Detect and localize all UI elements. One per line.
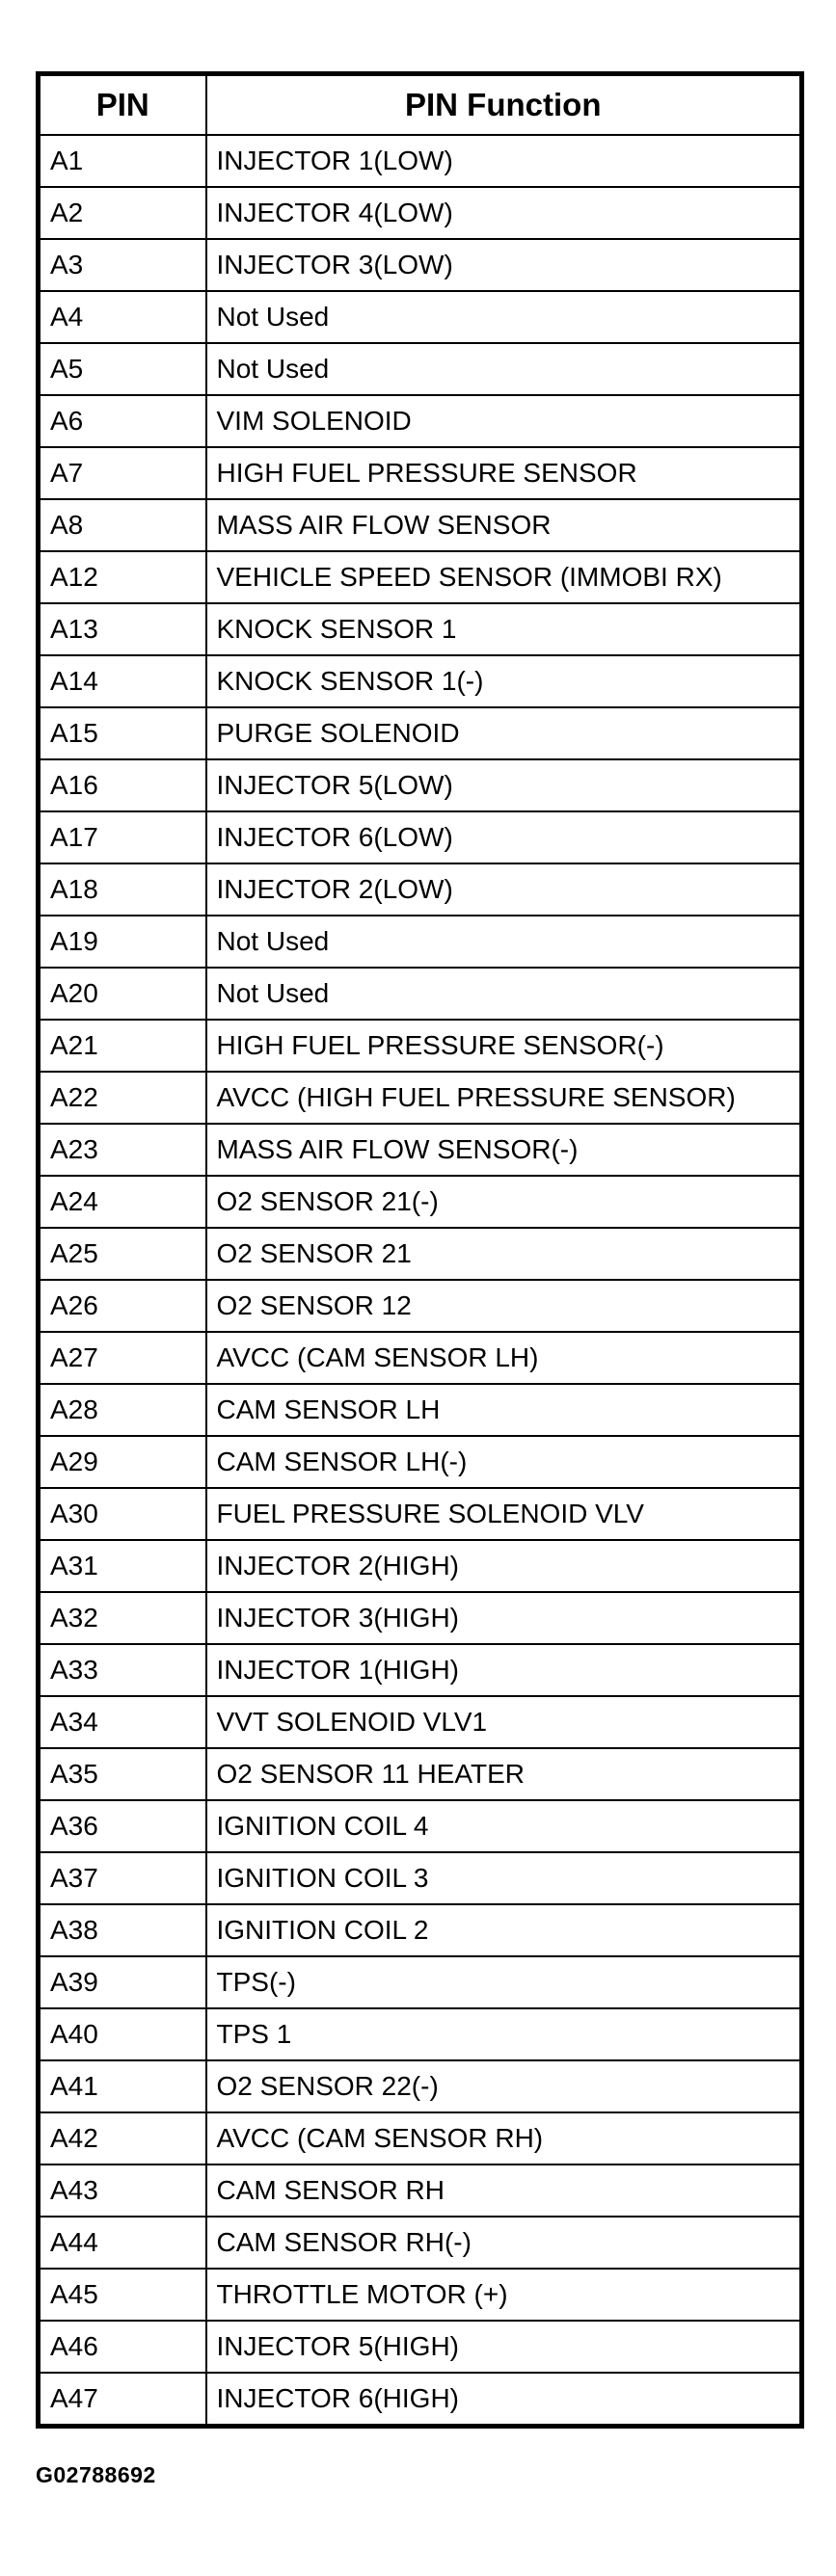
pin-cell: A18 <box>39 863 206 916</box>
pin-cell: A7 <box>39 447 206 499</box>
pin-cell: A3 <box>39 239 206 291</box>
table-row <box>39 239 802 291</box>
pin-cell: A44 <box>39 2217 206 2269</box>
pin-cell: A25 <box>39 1228 206 1280</box>
pin-function-cell: INJECTOR 1(LOW) <box>206 135 802 187</box>
pin-function-cell: INJECTOR 3(LOW) <box>206 239 802 291</box>
pin-function-cell: INJECTOR 3(HIGH) <box>206 1592 802 1644</box>
table-row <box>39 603 802 655</box>
table-header-row <box>39 74 802 136</box>
pin-function-cell: O2 SENSOR 21 <box>206 1228 802 1280</box>
pin-function-cell: AVCC (CAM SENSOR LH) <box>206 1332 802 1384</box>
pin-cell: A2 <box>39 187 206 239</box>
pin-function-cell: TPS 1 <box>206 2008 802 2060</box>
pin-cell: A37 <box>39 1852 206 1904</box>
pin-function-cell: MASS AIR FLOW SENSOR(-) <box>206 1124 802 1176</box>
pin-function-cell: AVCC (CAM SENSOR RH) <box>206 2112 802 2164</box>
pin-function-cell: VEHICLE SPEED SENSOR (IMMOBI RX) <box>206 551 802 603</box>
pin-function-cell: VIM SOLENOID <box>206 395 802 447</box>
pin-cell: A13 <box>39 603 206 655</box>
table-row <box>39 1748 802 1800</box>
pin-function-cell: IGNITION COIL 2 <box>206 1904 802 1956</box>
pin-function-cell: KNOCK SENSOR 1(-) <box>206 655 802 707</box>
table-row <box>39 1332 802 1384</box>
table-row <box>39 811 802 863</box>
pin-function-table <box>36 71 804 2429</box>
pin-function-cell: O2 SENSOR 12 <box>206 1280 802 1332</box>
pin-function-cell: KNOCK SENSOR 1 <box>206 603 802 655</box>
table-row <box>39 1904 802 1956</box>
figure-id: G02788692 <box>36 2462 156 2487</box>
pin-function-cell: CAM SENSOR RH <box>206 2164 802 2217</box>
pin-cell: A16 <box>39 759 206 811</box>
pin-cell: A17 <box>39 811 206 863</box>
pin-function-cell: TPS(-) <box>206 1956 802 2008</box>
table-row <box>39 1436 802 1488</box>
pin-cell: A14 <box>39 655 206 707</box>
pin-cell: A27 <box>39 1332 206 1384</box>
table-row <box>39 707 802 759</box>
pin-cell: A21 <box>39 1020 206 1072</box>
table-row <box>39 2164 802 2217</box>
pin-cell: A41 <box>39 2060 206 2112</box>
pin-cell: A39 <box>39 1956 206 2008</box>
pin-cell: A42 <box>39 2112 206 2164</box>
pin-function-cell: FUEL PRESSURE SOLENOID VLV <box>206 1488 802 1540</box>
table-row <box>39 1800 802 1852</box>
pin-cell: A32 <box>39 1592 206 1644</box>
pin-cell: A36 <box>39 1800 206 1852</box>
pin-cell: A8 <box>39 499 206 551</box>
pin-function-cell: MASS AIR FLOW SENSOR <box>206 499 802 551</box>
table-row <box>39 1540 802 1592</box>
table-body <box>39 135 802 2427</box>
table-row <box>39 343 802 395</box>
pin-function-cell: INJECTOR 1(HIGH) <box>206 1644 802 1696</box>
table-row <box>39 655 802 707</box>
table-row <box>39 551 802 603</box>
table-row <box>39 2321 802 2373</box>
table-row <box>39 1072 802 1124</box>
pin-function-cell: THROTTLE MOTOR (+) <box>206 2269 802 2321</box>
table-row <box>39 1852 802 1904</box>
table-row <box>39 1488 802 1540</box>
table-row <box>39 1592 802 1644</box>
table-row <box>39 2008 802 2060</box>
table-row <box>39 2112 802 2164</box>
pin-function-cell: INJECTOR 5(HIGH) <box>206 2321 802 2373</box>
table-row <box>39 968 802 1020</box>
pin-function-cell: Not Used <box>206 968 802 1020</box>
table-row <box>39 395 802 447</box>
table-row <box>39 499 802 551</box>
pin-function-cell: INJECTOR 6(LOW) <box>206 811 802 863</box>
pin-cell: A20 <box>39 968 206 1020</box>
pin-column-header: PIN <box>39 74 206 136</box>
pin-function-cell: INJECTOR 5(LOW) <box>206 759 802 811</box>
pin-function-cell: INJECTOR 6(HIGH) <box>206 2373 802 2427</box>
table-row <box>39 2060 802 2112</box>
pin-cell: A22 <box>39 1072 206 1124</box>
pin-function-cell: INJECTOR 4(LOW) <box>206 187 802 239</box>
pin-function-cell: Not Used <box>206 916 802 968</box>
pin-cell: A33 <box>39 1644 206 1696</box>
pin-function-cell: CAM SENSOR RH(-) <box>206 2217 802 2269</box>
pin-function-cell: CAM SENSOR LH <box>206 1384 802 1436</box>
pin-cell: A24 <box>39 1176 206 1228</box>
pin-function-cell: VVT SOLENOID VLV1 <box>206 1696 802 1748</box>
pin-cell: A45 <box>39 2269 206 2321</box>
pin-function-cell: IGNITION COIL 3 <box>206 1852 802 1904</box>
pin-cell: A23 <box>39 1124 206 1176</box>
pin-cell: A6 <box>39 395 206 447</box>
table-row <box>39 187 802 239</box>
pin-cell: A26 <box>39 1280 206 1332</box>
pin-cell: A35 <box>39 1748 206 1800</box>
pin-cell: A34 <box>39 1696 206 1748</box>
table-row <box>39 1228 802 1280</box>
pin-function-cell: INJECTOR 2(LOW) <box>206 863 802 916</box>
table-row <box>39 1280 802 1332</box>
pin-cell: A12 <box>39 551 206 603</box>
table-row <box>39 1020 802 1072</box>
table-row <box>39 291 802 343</box>
table-row <box>39 135 802 187</box>
table-row <box>39 2269 802 2321</box>
pin-cell: A47 <box>39 2373 206 2427</box>
pin-function-cell: Not Used <box>206 343 802 395</box>
table-row <box>39 1696 802 1748</box>
pin-function-cell: O2 SENSOR 21(-) <box>206 1176 802 1228</box>
pin-function-cell: PURGE SOLENOID <box>206 707 802 759</box>
pin-cell: A43 <box>39 2164 206 2217</box>
pin-cell: A29 <box>39 1436 206 1488</box>
table-row <box>39 1176 802 1228</box>
pin-cell: A31 <box>39 1540 206 1592</box>
pin-function-cell: O2 SENSOR 22(-) <box>206 2060 802 2112</box>
pin-function-cell: INJECTOR 2(HIGH) <box>206 1540 802 1592</box>
pin-cell: A30 <box>39 1488 206 1540</box>
pin-function-cell: HIGH FUEL PRESSURE SENSOR <box>206 447 802 499</box>
pin-cell: A1 <box>39 135 206 187</box>
pin-function-cell: Not Used <box>206 291 802 343</box>
pin-cell: A28 <box>39 1384 206 1436</box>
pin-function-cell: O2 SENSOR 11 HEATER <box>206 1748 802 1800</box>
pin-cell: A15 <box>39 707 206 759</box>
table-row <box>39 916 802 968</box>
table-row <box>39 1124 802 1176</box>
table-row <box>39 2373 802 2427</box>
pin-function-column-header: PIN Function <box>206 74 802 136</box>
table-row <box>39 863 802 916</box>
table-row <box>39 759 802 811</box>
pin-cell: A46 <box>39 2321 206 2373</box>
pin-function-cell: HIGH FUEL PRESSURE SENSOR(-) <box>206 1020 802 1072</box>
table-row <box>39 1644 802 1696</box>
pin-function-cell: CAM SENSOR LH(-) <box>206 1436 802 1488</box>
table-row <box>39 2217 802 2269</box>
table-row <box>39 447 802 499</box>
pin-cell: A4 <box>39 291 206 343</box>
pin-function-cell: AVCC (HIGH FUEL PRESSURE SENSOR) <box>206 1072 802 1124</box>
pin-cell: A5 <box>39 343 206 395</box>
table-row <box>39 1956 802 2008</box>
pin-cell: A38 <box>39 1904 206 1956</box>
pin-cell: A40 <box>39 2008 206 2060</box>
pin-function-cell: IGNITION COIL 4 <box>206 1800 802 1852</box>
pin-cell: A19 <box>39 916 206 968</box>
table-row <box>39 1384 802 1436</box>
